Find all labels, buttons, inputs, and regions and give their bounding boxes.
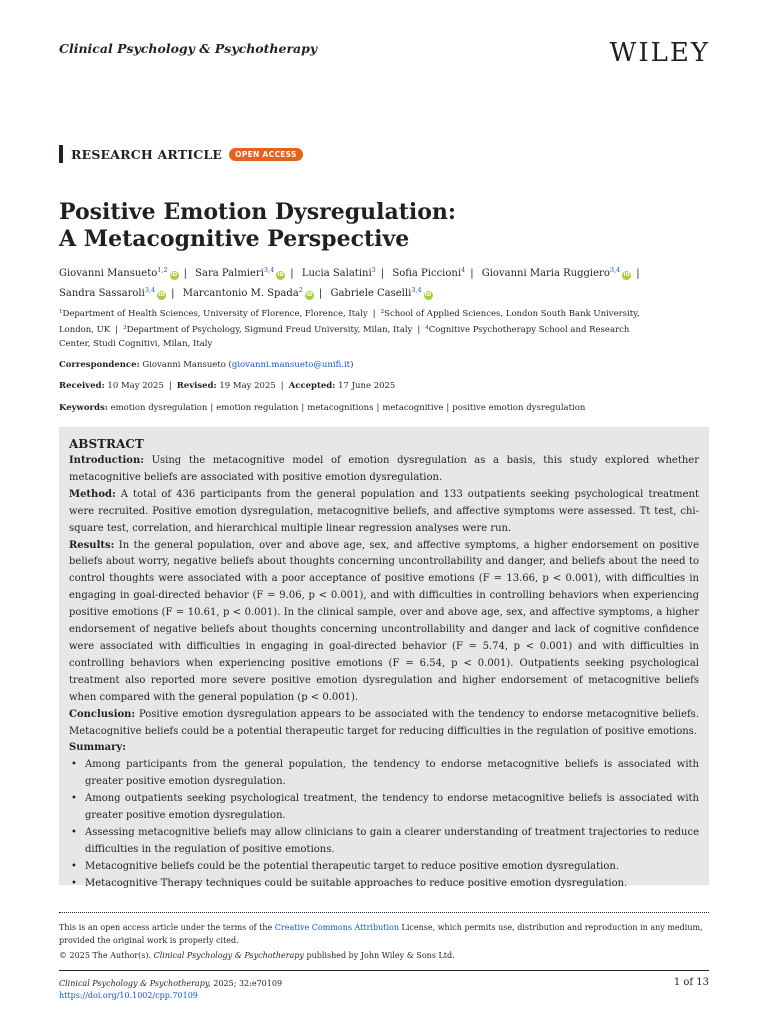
publisher-logo: WILEY (609, 38, 710, 68)
author[interactable]: Marcantonio M. Spada$^2$ (182, 286, 303, 299)
author[interactable]: Sandra Sassaroli$^{3,4}$ (59, 286, 156, 299)
author[interactable]: Giovanni Mansueto$^{1,2}$ (59, 266, 168, 279)
author[interactable]: Sofia Piccioni$^4$ (392, 266, 466, 279)
keyword[interactable]: emotion regulation (216, 403, 299, 413)
cc-license-link[interactable]: Creative Commons Attribution (274, 923, 399, 932)
title-line-1: Positive Emotion Dysregulation: (59, 199, 457, 225)
orcid-icon[interactable]: iD (424, 292, 432, 298)
keywords: Keywords: emotion dysregulation | emotion regulation | metacognitions | metacognitive | positive emotion dysregulation (59, 403, 586, 413)
keyword[interactable]: metacognitive (382, 403, 444, 413)
title-line-2: A Metacognitive Perspective (59, 226, 410, 252)
abstract-heading: ABSTRACT (69, 437, 144, 451)
summary-item: • Metacognitive beliefs could be the potential therapeutic target to reduce positive emotion dysregulation. (69, 859, 699, 876)
keyword[interactable]: metacognitions (307, 403, 374, 413)
author[interactable]: Giovanni Maria Ruggiero$^{3,4}$ (481, 266, 621, 279)
keyword[interactable]: positive emotion dysregulation (452, 403, 586, 413)
orcid-icon[interactable]: iD (623, 272, 630, 278)
footer-citation: Clinical Psychology & Psychotherapy, 2025; 32:e70109 https://doi.org/10.1002/cpp.70109 (59, 979, 283, 1000)
orcid-icon[interactable]: iD (170, 272, 178, 278)
author[interactable]: Gabriele Caselli$^{3,4}$ (330, 286, 422, 299)
doi-link[interactable]: https://doi.org/10.1002/cpp.70109 (59, 991, 198, 1000)
orcid-icon[interactable]: iD (158, 292, 165, 298)
orcid-icon[interactable]: iD (277, 272, 284, 278)
summary-item: • Metacognitive Therapy techniques could be suitable approaches to reduce positive emotion dysregulation. (69, 876, 699, 893)
affiliation: School of Applied Sciences, London South Bank University, London, UK (59, 309, 640, 335)
keyword[interactable]: emotion dysregulation (110, 403, 208, 413)
article-type-bar (59, 145, 63, 163)
email-link[interactable]: giovanni.mansueto@unifi.it (231, 360, 351, 370)
affiliation: Cognitive Psychotherapy School and Research Center, Studi Cognitivi, Milan, Italy (59, 325, 630, 349)
summary-list (69, 757, 699, 892)
dotted-divider (59, 912, 709, 913)
copyright-note: © 2025 The Author(s). Clinical Psychology & Psychotherapy published by John Wiley & Sons Ltd. (59, 951, 455, 960)
license-note: This is an open access article under the terms of the Creative Commons Attribution License, which permits use, distribution and reproduction in any medium, provided the original work is properly cited. (59, 923, 703, 945)
page-number: 1 of 13 (673, 977, 709, 988)
author[interactable]: Lucia Salatini$^3$ (301, 266, 376, 279)
affiliation: Department of Psychology, Sigmund Freud University, Milan, Italy (126, 325, 413, 335)
abstract-conclusion: Conclusion: Positive emotion dysregulation appears to be associated with the tendency to endorse metacognitive beliefs. Metacognitive beliefs could be a potential therapeutic target for reducing difficulties in the regulation of positive emotions. (69, 708, 699, 737)
summary-item: • Among outpatients seeking psychological treatment, the tendency to endorse metacognitive beliefs is associated with greater positive emotion dysregulation. (69, 791, 699, 825)
affiliation: Department of Health Sciences, University of Florence, Florence, Italy (62, 309, 368, 319)
article-type-row (59, 145, 303, 163)
affiliations: $^1$Department of Health Sciences, University of Florence, Florence, Italy | $^2$School of Applied Sciences, London South Bank University, London, UK | $^3$Department of Psychology, Sigmund Freud University, Milan, Italy | $^4$Cognitive Psychotherapy School and Research Center, Studi Cognitivi, Milan, Italy (59, 309, 640, 349)
article-title (59, 199, 699, 253)
abstract-results: Results: In the general population, over and above age, sex, and affective symptoms, a higher endorsement on positive beliefs about worry, negative beliefs about thoughts concerning uncontrollability and danger, and beliefs about the need to control thoughts were associated with a poor acceptance of positive emotions (F = 13.66, p < 0.001), with difficulties in engaging in goal-directed behavior (F = 9.06, p < 0.001), and with difficulties in controlling behaviors when experiencing positive emotions (F = 10.61, p < 0.001). In the clinical sample, over and above age, sex, and affective symptoms, a higher endorsement of negative beliefs about thoughts concerning uncontrollability and danger and lack of cognitive confidence were associated with difficulties in engaging in goal-directed behavior (F = 5.74, p < 0.001) and with difficulties in controlling behaviors when experiencing positive emotions (F = 6.54, p < 0.001). Outpatients seeking psychological treatment also reported more severe positive emotion dysregulation and higher endorsement of metacognitive beliefs when compared with the general population (p < 0.001). (69, 539, 699, 703)
abstract-introduction: Introduction: Using the metacognitive model of emotion dysregulation as a basis, this study explored whether metacognitive beliefs are associated with positive emotion dysregulation. (69, 455, 699, 483)
article-dates: Received: 10 May 2025 | Revised: 19 May 2025 | Accepted: 17 June 2025 (59, 381, 396, 391)
article-type: RESEARCH ARTICLE (71, 146, 223, 162)
journal-name: Clinical Psychology & Psychotherapy (59, 41, 318, 56)
footer-divider (59, 970, 709, 971)
open-access-badge: OPEN ACCESS (229, 148, 303, 161)
summary-item: • Assessing metacognitive beliefs may allow clinicians to gain a clearer understanding of treatment trajectories to reduce difficulties in the regulation of positive emotions. (69, 825, 699, 859)
orcid-icon[interactable]: iD (306, 292, 313, 298)
summary-heading: Summary: (69, 742, 126, 754)
abstract-box (59, 427, 709, 889)
abstract-method: Method: A total of 436 participants from the general population and 133 outpatients seeking psychological treatment were recruited. Positive emotion dysregulation, metacognitive beliefs, and affective symptoms were assessed. Tt test, chi-square test, correlation, and hierarchical multiple linear regression analyses were run. (69, 488, 699, 534)
author-list: Giovanni Mansueto$^{1,2}$iD | Sara Palmieri$^{3,4}$iD | Lucia Salatini$^3$ | Sofia Piccioni$^4$ | Giovanni Maria Ruggiero$^{3,4}$iD | Sandra Sassaroli$^{3,4}$iD | Marcantonio M. Spada$^2$iD | Gabriele Caselli$^{3,4}$iD (59, 266, 640, 299)
correspondence: Correspondence: Giovanni Mansueto (giovanni.mansueto@unifi.it) (59, 360, 354, 370)
author[interactable]: Sara Palmieri$^{3,4}$ (195, 266, 275, 279)
summary-item: • Among participants from the general population, the tendency to endorse metacognitive beliefs is associated with greater positive emotion dysregulation. (69, 757, 699, 791)
